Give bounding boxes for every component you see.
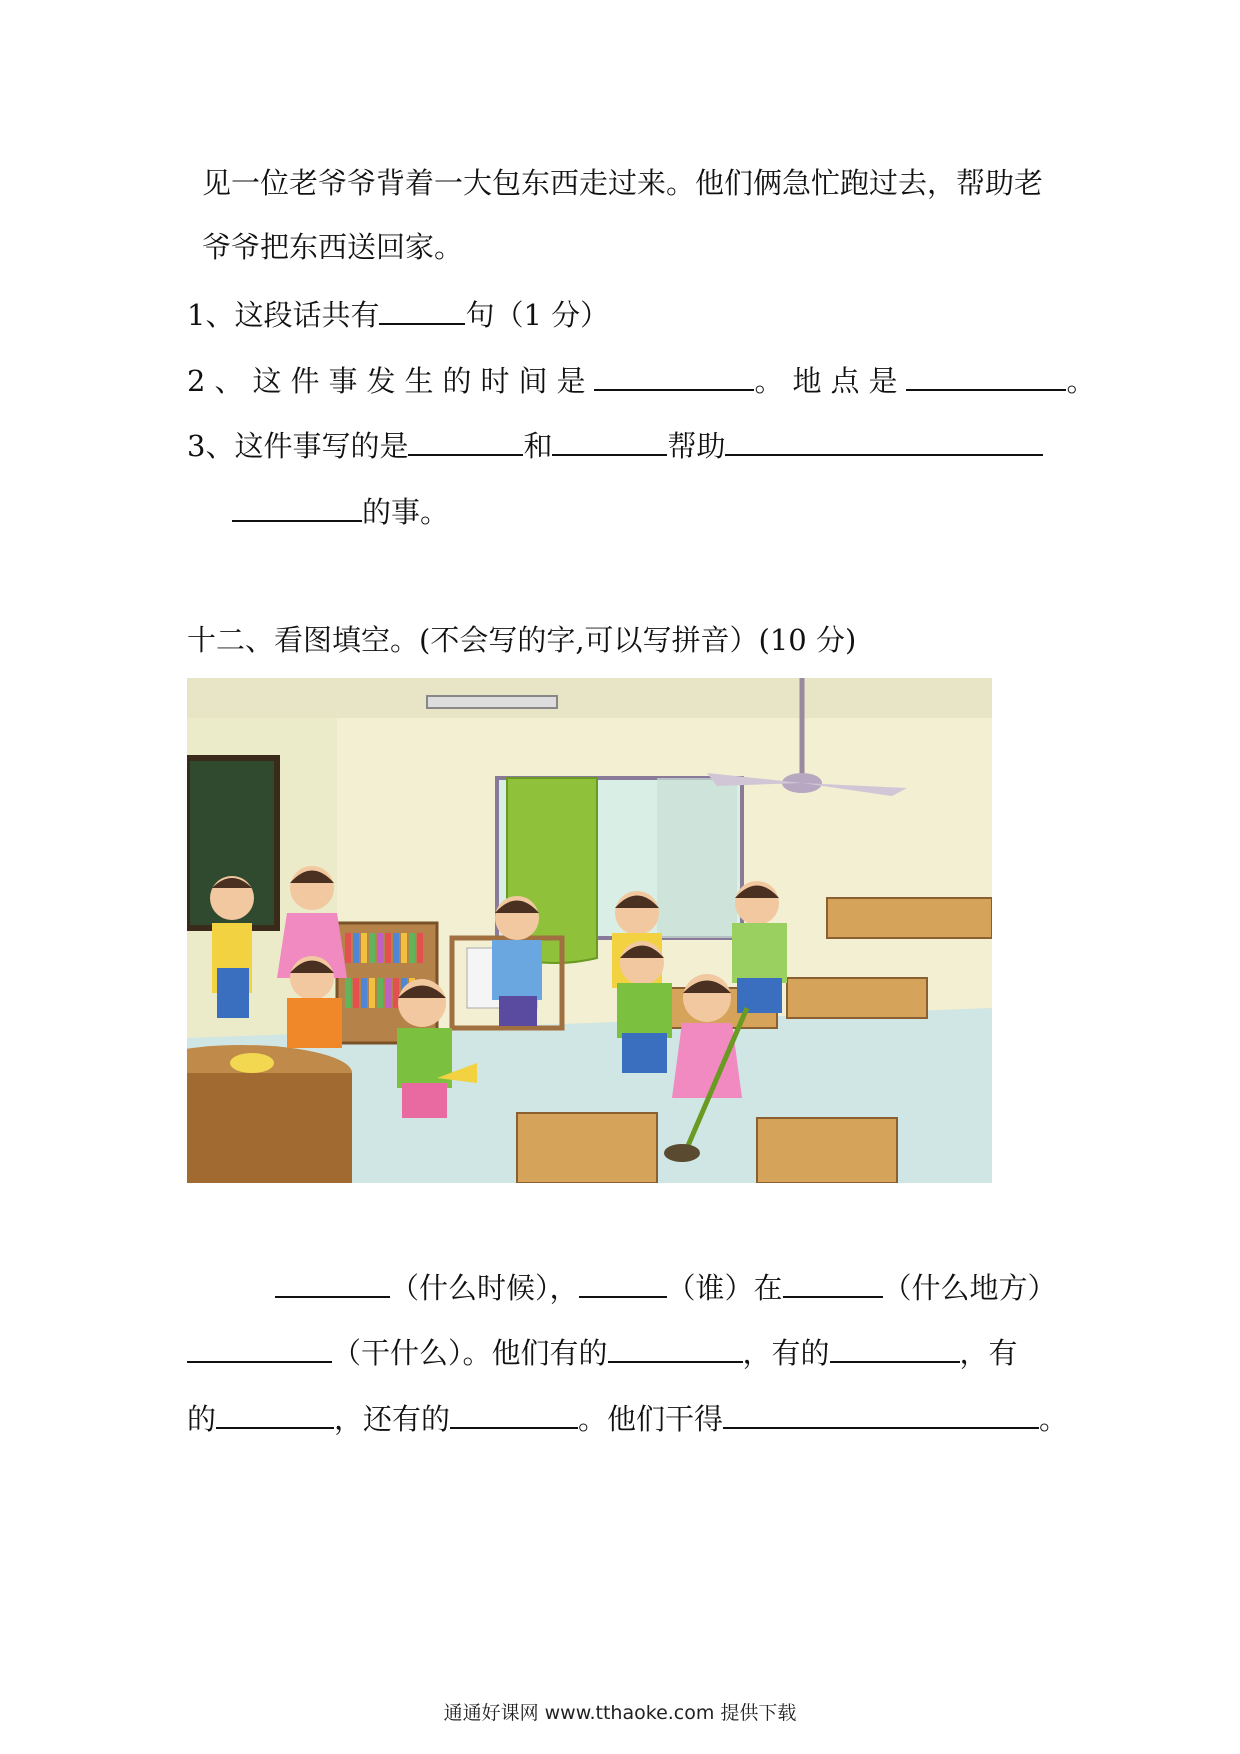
answer-blank[interactable] (830, 1331, 960, 1363)
answer-blank[interactable] (594, 359, 754, 391)
fill-where: （什么地方） (882, 1271, 1057, 1305)
child-hanging-newspaper (492, 896, 542, 1026)
answer-blank[interactable] (450, 1397, 578, 1429)
passage-line-1 (202, 163, 1043, 203)
light-tube (427, 696, 557, 708)
section-12-title (187, 620, 856, 660)
footer-text: 通通好课网 www.tthaoke.com 提供下载 (443, 1702, 797, 1724)
question-3 (187, 424, 1043, 466)
fill-line-3 (187, 1397, 1068, 1439)
answer-blank[interactable] (552, 424, 667, 456)
section-12-title-text: 十二、看图填空。(不会写的字,可以写拼音）(10 分) (187, 623, 857, 657)
answer-blank[interactable] (783, 1266, 883, 1298)
question-3-help: 帮助 (667, 429, 726, 463)
passage-line-2 (202, 227, 463, 267)
passage-text-2: 爷爷把东西送回家。 (202, 230, 464, 264)
question-2 (187, 359, 1104, 401)
answer-blank[interactable] (216, 1397, 334, 1429)
question-1 (187, 293, 609, 335)
fill-what: （干什么）。他们有的 (332, 1336, 608, 1370)
answer-blank[interactable] (906, 359, 1066, 391)
question-3-cont (232, 490, 449, 532)
fill-line-1 (275, 1266, 1057, 1308)
desk (517, 1113, 657, 1183)
desk (757, 1118, 897, 1183)
answer-blank[interactable] (232, 490, 362, 522)
answer-blank[interactable] (408, 424, 523, 456)
child-wiping-desk (617, 941, 672, 1073)
question-2-mid: 。地点是 (754, 364, 907, 398)
answer-blank[interactable] (379, 293, 465, 325)
answer-blank[interactable] (723, 1397, 1039, 1429)
question-3-and: 和 (523, 429, 553, 463)
answer-blank[interactable] (725, 424, 1043, 456)
fill-end: 。 (1039, 1402, 1069, 1436)
question-2-suffix: 。 (1066, 364, 1105, 398)
question-1-suffix: 句（1 分） (465, 298, 610, 332)
answer-blank[interactable] (579, 1266, 667, 1298)
question-2-prefix: 2、这件事发生的时间是 (187, 364, 595, 398)
desk (827, 898, 992, 938)
footer (0, 1698, 1240, 1725)
fill-line3b: ，还有的 (334, 1402, 451, 1436)
question-3-prefix: 3、这件事写的是 (187, 429, 409, 463)
classroom-illustration (187, 678, 992, 1183)
child-cleaning-switch (732, 881, 787, 1013)
fill-when: （什么时候）， (390, 1271, 579, 1305)
answer-blank[interactable] (275, 1266, 390, 1298)
question-1-prefix: 1、这段话共有 (187, 298, 380, 332)
fill-line-2 (187, 1331, 1018, 1373)
fill-who: （谁）在 (666, 1271, 783, 1305)
fill-line3c: 。他们干得 (578, 1402, 724, 1436)
desk (787, 978, 927, 1018)
answer-blank[interactable] (608, 1331, 743, 1363)
answer-blank[interactable] (187, 1331, 332, 1363)
passage-text-1: 见一位老爷爷背着一大包东西走过来。他们俩急忙跑过去，帮助老 (202, 166, 1044, 200)
fill-line3a: 的 (187, 1402, 217, 1436)
fill-some1: ，有的 (742, 1336, 830, 1370)
question-3-suffix: 的事。 (362, 495, 450, 529)
fill-some2: ，有 (959, 1336, 1018, 1370)
